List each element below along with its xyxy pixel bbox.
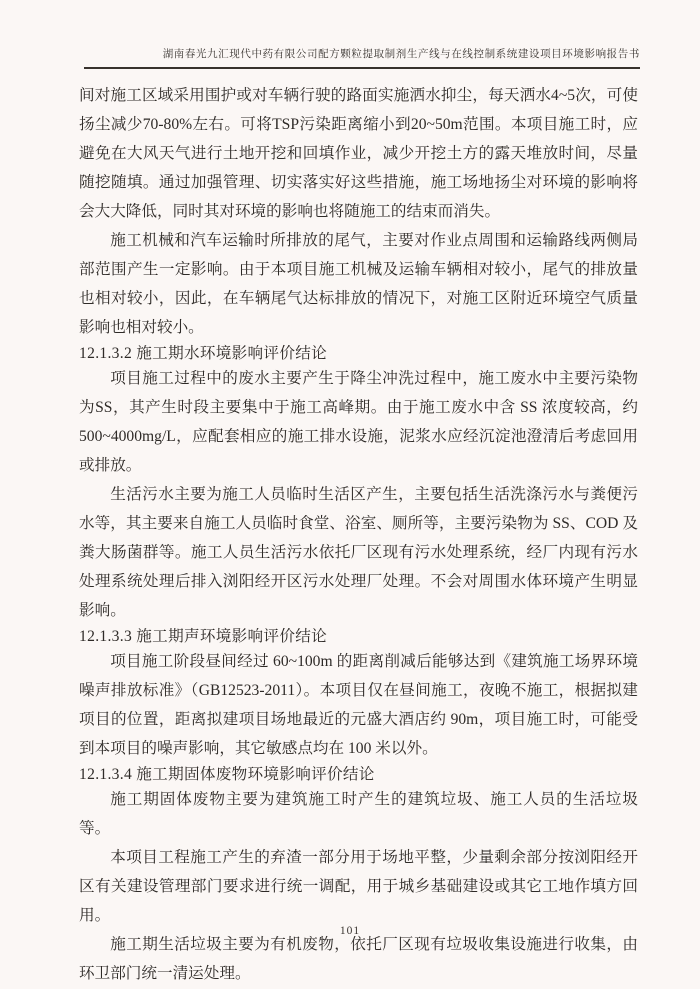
document-body [79, 81, 638, 988]
section-heading: 12.1.3.2 施工期水环境影响评价结论 [79, 345, 328, 362]
body-paragraph: 项目施工过程中的废水主要产生于降尘冲洗过程中，施工废水中主要污染物为SS，其产生时段主要集中于施工高峰期。由于施工废水中含 SS 浓度较高，约 500~4000mg/L，应配套相应的施工排水设施，泥浆水应经沉淀池澄清后考虑回用或排放。 [79, 370, 638, 474]
body-paragraph: 生活污水主要为施工人员临时生活区产生，主要包括生活洗涤污水与粪便污水等，其主要来自施工人员临时食堂、浴室、厕所等，主要污染物为 SS、COD 及粪大肠菌群等。施工人员生活污水依托厂区现有污水处理系统，经厂内现有污水处理系统处理后排入浏阳经开区污水处理厂处理。不会对周围水体环境产生明显影响。 [79, 486, 638, 619]
body-paragraph: 施工期生活垃圾主要为有机废物，依托厂区现有垃圾收集设施进行收集，由环卫部门统一清运处理。 [79, 936, 638, 982]
section-heading: 12.1.3.4 施工期固体废物环境影响评价结论 [79, 766, 375, 783]
header-divider-line [84, 67, 640, 69]
page-number: 101 [339, 925, 361, 937]
body-paragraph: 施工期固体废物主要为建筑施工时产生的建筑垃圾、施工人员的生活垃圾等。 [79, 791, 638, 837]
body-paragraph: 间对施工区域采用围护或对车辆行驶的路面实施洒水抑尘，每天洒水4~5次，可使扬尘减少70-80%左右。可将TSP污染距离缩小到20~50m范围。本项目施工时，应避免在大风天气进行土地开挖和回填作业，减少开挖土方的露天堆放时间，尽量随挖随填。通过加强管理、切实落实好这些措施，施工场地扬尘对环境的影响将会大大降低，同时其对环境的影响也将随施工的结束而消失。 [79, 87, 638, 220]
body-paragraph: 项目施工阶段昼间经过 60~100m 的距离削减后能够达到《建筑施工场界环境噪声排放标准》（GB12523-2011）。本项目仅在昼间施工，夜晚不施工，根据拟建项目的位置，距离拟建项目场地最近的元盛大酒店约 90m，项目施工时，可能受到本项目的噪声影响，其它敏感点均在 100 米以外。 [79, 653, 638, 757]
section-heading: 12.1.3.3 施工期声环境影响评价结论 [79, 628, 328, 645]
page-header-title: 湖南春光九汇现代中药有限公司配方颗粒提取制剂生产线与在线控制系统建设项目环境影响报告书 [162, 49, 640, 60]
body-paragraph: 施工机械和汽车运输时所排放的尾气，主要对作业点周围和运输路线两侧局部范围产生一定影响。由于本项目施工机械及运输车辆相对较小，尾气的排放量也相对较小，因此，在车辆尾气达标排放的情况下，对施工区附近环境空气质量影响也相对较小。 [79, 232, 638, 336]
body-paragraph: 本项目工程施工产生的弃渣一部分用于场地平整，少量剩余部分按浏阳经开区有关建设管理部门要求进行统一调配，用于城乡基础建设或其它工地作填方回用。 [79, 849, 638, 924]
